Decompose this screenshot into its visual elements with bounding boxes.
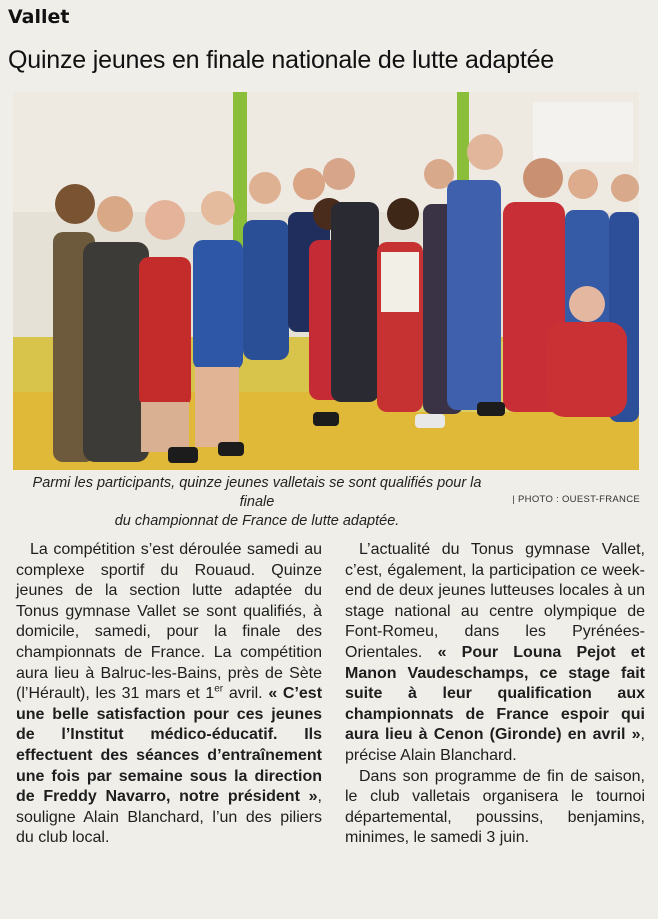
article-headline: Quinze jeunes en finale nationale de lutte adaptée (8, 46, 554, 74)
caption-line-1: Parmi les participants, quinze jeunes valletais se sont qualifiés pour la finale (32, 475, 482, 510)
paragraph-2 (345, 540, 645, 767)
wrestlers-group-photo (13, 92, 639, 470)
paragraph-3: Dans son programme de fin de saison, le club valletais organisera le tournoi départemental, poussins, benjamins, minimes, le samedi 3 juin. (345, 767, 645, 847)
p1-quote: « C’est une belle satisfaction pour ces jeunes de l’Institut médico-éducatif. Ils effectuent des séances d’entraînement une fois par semaine sous la direction de Freddy Navarro, notre président » (16, 685, 323, 806)
paragraph-1 (16, 540, 322, 849)
article-column-2 (345, 540, 645, 849)
photo-caption (22, 474, 492, 531)
p2-text: L’actualité du Tonus gymnase Vallet, c’est, également, la participation ce week-end de deux jeunes lutteuses locales à un stage national au centre olympique de Font-Romeu, dans les Pyrénées-Orientales. (345, 541, 645, 661)
p1-text-b: avril. (223, 685, 269, 703)
credit-separator: | (512, 494, 516, 505)
p2-quote: « Pour Louna Pejot et Manon Vaudeschamps, ce stage fait suite à leur qualification aux championnats de France espoir qui aura lieu à Cenon (Gironde) en avril » (345, 643, 645, 744)
p1-superscript: er (214, 683, 224, 695)
article-photo (13, 92, 639, 470)
caption-line-2: du championnat de France de lutte adaptée. (114, 513, 400, 529)
article-column-1 (16, 540, 322, 849)
p2-end: , précise Alain Blanchard. (345, 726, 645, 764)
p1-text: La compétition s’est déroulée samedi au complexe sportif du Rouaud. Quinze jeunes de la section lutte adaptée du Tonus gymnase Vallet se sont qualifiés, à domicile, samedi, pour la finale des championnats de France. La compétition aura lieu à Balruc-les-Bains, près de Sète (l’Hérault), les 31 mars et 1 (16, 541, 322, 703)
credit-text: PHOTO : OUEST-FRANCE (518, 494, 640, 505)
p1-end: , souligne Alain Blanchard, l’un des piliers du club local. (16, 788, 322, 847)
section-kicker: Vallet (8, 6, 70, 28)
photo-credit (512, 494, 640, 505)
